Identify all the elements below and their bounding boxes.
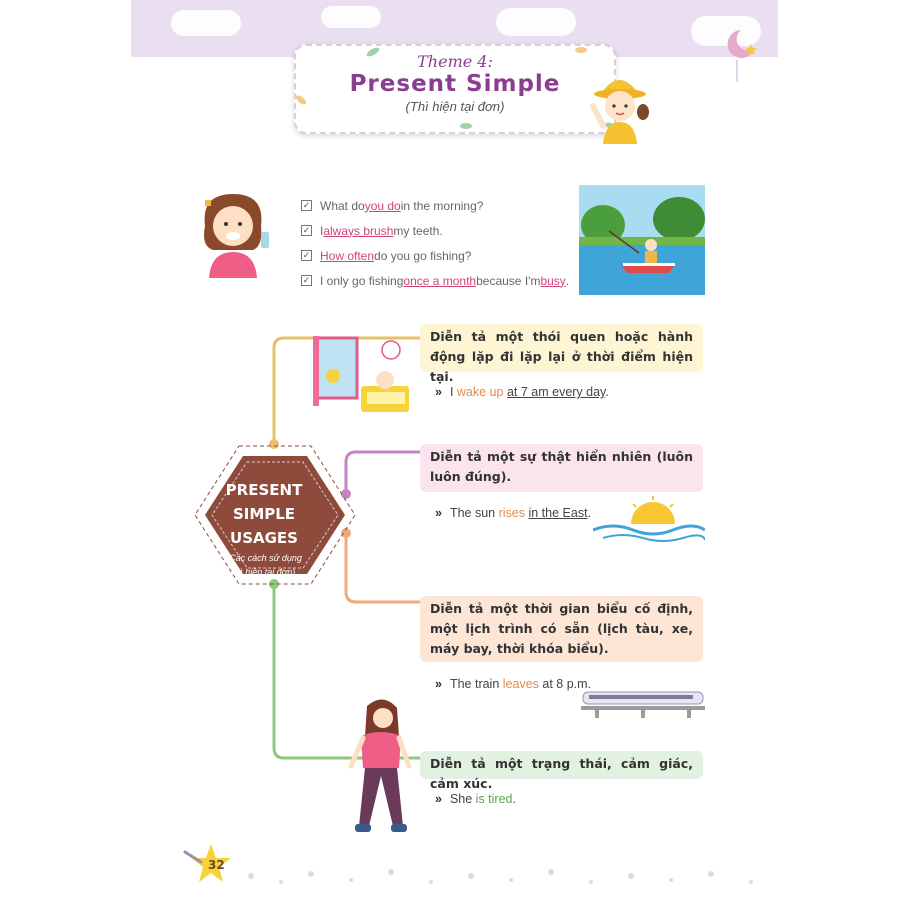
highlight-phrase: busy xyxy=(540,273,566,288)
usage-example: » The sun rises in the East. xyxy=(435,506,592,520)
usage-description: Diễn tả một trạng thái, cảm giác, cảm xúc. xyxy=(430,756,693,791)
usage-description: Diễn tả một thời gian biểu cố định, một lịch trình có sẵn (lịch tàu, xe, máy bay, thời khóa biểu). xyxy=(430,601,693,656)
checkbox-icon: ✓ xyxy=(302,200,311,210)
page-title: Present Simple xyxy=(349,71,561,97)
usage-description: Diễn tả một thói quen hoặc hành động lặp đi lặp lại ở thời điểm hiện tại. xyxy=(430,329,693,384)
highlight-phrase: How often xyxy=(320,248,375,263)
page-subtitle: (Thì hiện tại đơn) xyxy=(405,99,505,114)
hub-subtitle-line1: (Các cách sử dụng xyxy=(226,553,302,563)
usage-description: Diễn tả một sự thật hiển nhiên (luôn luôn đúng). xyxy=(430,449,693,484)
usage-example: » The train leaves at 8 p.m. xyxy=(435,677,592,691)
footer-dots-decoration xyxy=(231,862,771,892)
page xyxy=(131,0,778,908)
sunrise-icon xyxy=(593,494,705,546)
checkbox-icon: ✓ xyxy=(302,275,311,285)
hub-label xyxy=(199,478,329,578)
highlight-phrase: always brush xyxy=(323,223,394,238)
theme-label: Theme 4: xyxy=(417,52,493,71)
usage-box-state xyxy=(420,751,703,791)
usage-box-schedule xyxy=(420,596,703,662)
checklist-item: ✓ What do you do in the morning? xyxy=(302,198,484,213)
hub-subtitle-line2: thì hiện tại đơn) xyxy=(232,567,296,577)
checklist-item: ✓ I always brush my teeth. xyxy=(302,223,443,238)
highlight-phrase: once a month xyxy=(403,273,477,288)
bullet-icon: » xyxy=(435,792,442,806)
usage-example: » I wake up at 7 am every day. xyxy=(435,385,609,399)
bullet-icon: » xyxy=(435,506,442,520)
bullet-icon: » xyxy=(435,677,442,691)
hub-title-line2: SIMPLE USAGES xyxy=(230,505,298,547)
checkbox-icon: ✓ xyxy=(302,225,311,235)
hub-title-line1: PRESENT xyxy=(225,481,303,499)
checkbox-icon: ✓ xyxy=(302,250,311,260)
usage-box-truth xyxy=(420,444,703,492)
bullet-icon: » xyxy=(435,385,442,399)
usage-example: » She is tired. xyxy=(435,792,516,806)
checklist-item: ✓ How often do you go fishing? xyxy=(302,248,472,263)
page-number: 32 xyxy=(208,858,225,872)
tired-woman-illustration xyxy=(343,696,419,838)
checklist-item: ✓ I only go fishing once a month because I'm busy . xyxy=(302,273,570,288)
girl-waking-illustration xyxy=(313,336,411,414)
highlight-phrase: you do xyxy=(364,198,401,213)
train-icon xyxy=(581,690,705,718)
usage-box-habit xyxy=(420,324,703,384)
